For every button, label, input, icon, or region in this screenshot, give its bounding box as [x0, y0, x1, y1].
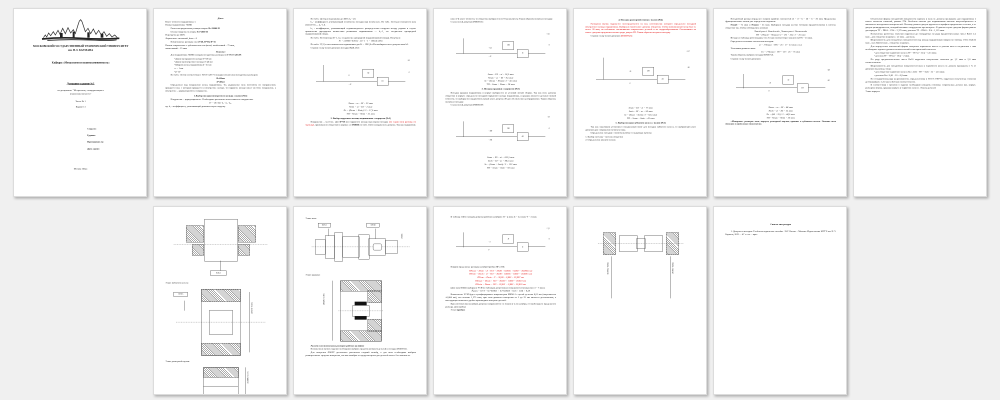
text-block: Определяем основные отклонения посадки:	[730, 40, 774, 43]
figure-shape: 0,01|А	[210, 271, 226, 276]
page-thumbnail-2[interactable]	[153, 8, 287, 197]
figure-shape	[101, 34, 104, 38]
text-block: Smax = ES − ei = 18,5 мкм	[487, 73, 514, 76]
text-block: Класс точности подшипника: 5	[165, 20, 196, 23]
text-block: Форма вала: сплошной, dотв = 0	[165, 37, 197, 40]
text-block: (Для вала Ø30к6 выбираем УСИ по таблицам допустимых погрешностей измерения: δ = 7 мкм.)	[450, 286, 546, 289]
figure-shape	[603, 232, 616, 255]
text-block: Nmax = es − EI = 9,5 мкм	[488, 76, 514, 79]
text-block: МОСКОВСКИЙ ГОСУДАРСТВЕННЫЙ ТЕХНИЧЕСКИЙ УНИВЕРСИТЕТ	[32, 44, 129, 48]
text-block: Положением пункта задания необходимо выбрать средства контроля деталей и посадки Ø30Н7/к6.	[310, 347, 408, 351]
text-block: TП = Nmax − Nmin = 31 мкм	[346, 112, 375, 115]
figure-shape: Ø68d9(−0,100)	[322, 293, 325, 306]
page-content	[294, 9, 426, 196]
emblem-figure	[30, 18, 132, 43]
text-block: Nc = (Nmax + Nmin) / 2 = 17,5 мкм	[343, 109, 378, 112]
figure-shape	[373, 244, 382, 251]
text-block: Схема полей допусков Ø68JS6/l5:	[450, 20, 484, 24]
page-thumbnail-7[interactable]	[853, 8, 987, 197]
text-block: δ¹расч = 0,7·δ = 0,7·0,0021 + 0,7·0,0024 + 0,35 + 0,24 + 0,28	[471, 290, 530, 293]
text-block: Pr = (R / B) · k₁ · k₂ · k₃ ,	[209, 101, 233, 105]
text-block: Smax = ES − ei = 165,5 мкм	[487, 156, 515, 159]
text-block: Перегрузка до 300%	[165, 34, 186, 37]
text-block: Эскиз крышки:	[305, 273, 321, 277]
text-span: D=68	[339, 121, 345, 124]
text-span: Эскиз	[450, 309, 458, 312]
text-block: Pr = (12000 / 0,011) · 1,8 · 1 · 1 = 1963,6 кН/м	[338, 39, 383, 43]
text-block: • для отверстия червячного колеса TF = IT7/4 = 25/4 = 1,25 мкм;	[865, 52, 976, 55]
text-block: Отклонения формы посадочной поверхности корпуса и вала не должны превышать для подшипника 5 класса точности значений, равных IT4. Особенно опасны для подшипников качения конусообразность и овальность посадочных поверхностей. Поэтому укажем допуск круглости и профиля продольного сечения, а не допуск цилиндричности, который вызывает затруднения при контроле. В данном случае допуски формы равны: для корпуса TF = ПВ/4 = 19/4 = 2,375 мкм, для вала TF = ПВ/4 = 9/4 = 1,125 мкм.	[865, 17, 976, 32]
page-content	[434, 9, 566, 196]
figure-shape: +64	[826, 69, 830, 72]
text-block: Найдём предельные размеры калибра-пробки ПР и НЕ:	[450, 266, 505, 269]
text-block: 1. Допуски и посадки: Учебно-методическое пособие / В.Г. Вялов. – Москва: Издательство МГТУ им. Н.Э. Баумана, 2021. – 47 с.: ил. – крас.	[725, 230, 836, 236]
figure-shape: −12	[348, 84, 352, 86]
figure-shape	[201, 343, 240, 356]
text-span: Номинальные размеры: вал	[170, 40, 199, 44]
figure-shape: Н6	[503, 124, 514, 133]
spacer	[25, 52, 136, 60]
text-block	[585, 35, 696, 38]
text-span: по табл. 13[1] находим поле допуска. Так как подшипник	[359, 124, 416, 127]
text-block: TП = Smax + Nmax = 28 мкм	[486, 83, 515, 86]
text-block: ПРmin = Dmin + Z − H/2 = 30,00 + 0,0035 − 0,002 = 30,0015 мм	[469, 272, 533, 276]
gear-figure	[170, 286, 272, 358]
text-block: Таким образом, выбрана посадка Ø26Н7/s6.	[730, 54, 774, 57]
tol-figure	[450, 220, 552, 265]
page-thumbnail-11[interactable]	[573, 206, 707, 395]
text-block: Решение:	[215, 50, 226, 54]
text-block: k₂ - коэффициент, учитывающий ослабление посадки при полом вале. По табл. 15[1] для сплошного вала (dотв/d=0) — k₂=1,0.	[305, 20, 416, 27]
text-block: Установив диапазон вала:	[730, 47, 756, 50]
page-thumbnail-12[interactable]	[713, 206, 847, 395]
text-block: Полученные расчётные значения округляем до стандартных по ряду предпочтительных чисел Ra10: 2,5 мкм – для отверстия в корпусе; 1,2 мкм – для вала.	[865, 32, 976, 38]
figure-shape	[203, 367, 238, 378]
text-block: TП = (Nнаиб − Nнаим) / 2 = (75 − 25) / 2 = 25 мкм	[755, 33, 806, 36]
figure-shape	[73, 32, 75, 38]
page-thumbnail-10[interactable]	[433, 206, 567, 395]
page-content	[434, 207, 566, 394]
text-block: Эскиз зубчатого колеса:	[165, 281, 189, 285]
text-block: По табл. 17[1] с интенсивностью подшипника для Pr = 1963,6 кН/м выбираем поле допуска вала k6.	[310, 43, 409, 46]
text-span: = 25 мкм. Выбираем посадку жестко точными предпочтениями в системе отверстия так, чтобы соблюдались условия:	[725, 23, 836, 30]
text-block: D=68мм	[216, 77, 225, 80]
text-block: В таблице 10[1] находим допуски рабочих калибров: Н = 4 мкм; Z = 3,5 мкм; Y = 3 мкм.	[450, 215, 537, 218]
figure-shape: 0,01|Б	[367, 223, 380, 227]
figure-shape: +15	[628, 71, 632, 73]
figure-shape: 29,997(+0,004)	[672, 262, 675, 274]
page-content	[714, 207, 846, 394]
text-block: • Ширина колец подшипника b=15 мм	[165, 64, 276, 67]
document-grid	[13, 8, 987, 395]
text-block: Smax = ES − ei = 77 мкм	[628, 107, 653, 110]
figure-shape: Z	[517, 243, 528, 252]
text-block: • β=12°	[165, 71, 276, 74]
text-block: Es = 1·Nнаим + IT7 = 50 + 25 = 75 мкм	[761, 50, 800, 54]
text-block: По табл. 11[1] в соответствии с ГОСТ 520-71 находим отклонения посадочных размеров:	[170, 74, 258, 77]
text-block: Преподаватель:	[87, 140, 104, 144]
text-block: Посадочный размер определен зазором крайних плоскостей (2 − d = b − 30 − b = 26 мм). Предельные функциональные натяги уже определены заданием:	[725, 17, 836, 23]
figure-shape: −3	[488, 241, 491, 244]
figure-shape	[666, 232, 679, 255]
page-thumbnail-3[interactable]	[293, 8, 427, 197]
asm-figure	[170, 216, 272, 279]
text-block: Smin = EI − es = 98,5 мкм	[487, 159, 514, 163]
text-block: Шероховатость для посадочных поверхностей вала и червячного колеса не должна превышать 5 % от допусков на размер, тогда:	[865, 64, 976, 70]
figure-shape: 0	[548, 44, 550, 47]
text-block: Для определения отклонений формы отверстия червячного колеса и участка вала в соединении с ним необходимо задаться уровнем относительной геометрической точности:	[865, 45, 976, 51]
text-block: • Диаметр внутреннего кольца d=40 мм	[165, 61, 276, 64]
text-block: НЕmax = Dmax + H/2 = 30,021 + 0,002 = 30,023 мм	[475, 279, 526, 283]
text-span: = 75 мкм и	[737, 23, 752, 27]
text-block: Nmin = ei − ES = 25 мкм	[768, 109, 793, 113]
text-span: Fa=2000 Н	[196, 30, 208, 34]
text-block: Дата сдачи:	[87, 147, 100, 150]
text-span: Строим схему полей допусков	[590, 34, 621, 38]
page-content	[854, 9, 986, 196]
spacer	[585, 215, 696, 225]
text-span: Nнаим	[751, 23, 759, 27]
figure-shape	[342, 237, 359, 258]
text-block: Nmax = es − EI = 33 мкм	[348, 102, 373, 105]
text-block: • для отверстия червячного колеса Ra ≤ 0,05 · IT7 = 0,05 · 25 = 1,25 мкм;	[865, 71, 976, 74]
text-block: 1. Выбор системы - система отверстия	[585, 135, 623, 138]
text-block: НЕmin = Dmax − H/2 = 30,021 − 0,002 = 30,019 мм	[475, 283, 526, 286]
text-block: взаимозаменяемость”	[70, 92, 92, 96]
page-content	[574, 207, 706, 394]
figure-shape: 0,01|А	[174, 292, 188, 297]
text-span: Расчетная радиальная реакция опоры:	[170, 27, 209, 30]
text-block: где k₁ - коэффициент, учитывающий динамическую нагрузку.	[165, 105, 226, 108]
figure-shape	[340, 331, 381, 341]
figure-shape: 0	[768, 90, 770, 93]
text-block: k₃ - коэффициент, учитывающий неравномерность распределения нагрузки между рядами в случае применения двухрядных конических роликовых подшипников — k₃=1, т.к. соединение однорядной подшипниковой опоры.	[305, 27, 416, 36]
figure-shape	[368, 319, 382, 331]
text-block: Схема полей допусков Ø68Н6/d9:	[450, 104, 484, 107]
text-block: 1.Выбор посадки внутреннего кольца с валом (№1)	[194, 94, 248, 97]
page-thumbnail-1[interactable]	[13, 8, 147, 197]
text-block	[305, 121, 416, 127]
tol-figure	[590, 39, 692, 106]
text-block: Размерная втулка надевается непосредственно на вал, изготовление которого определено посадкой внутреннего кольца подшипника. Выбираем такой класс допуска отверстия, чтобы минимальный зазор был не менее 20 мкм, во избежание заклинивания сопрягаемых деталей и их задирообразования. Остановимся на классе допуска предпочтительного ряда: допуск D9. Таким образом получаем посадку.	[585, 22, 696, 34]
text-span: Нагружение – местное. Для	[310, 121, 340, 124]
page-content	[154, 207, 286, 394]
text-span: :	[632, 34, 633, 38]
text-block: Домашнее задание №1	[66, 82, 95, 86]
text-span: мм наружного кольца переходная посадка	[344, 121, 389, 124]
text-block: Посадка крышки подшипника в корпус выбирается из условий лёгкой сборки. Так как поле допуска отверстия в корпусе определено посадкой наружного кольца подшипника, и крышка является деталью низкой точности, то выбирается предпочтительный класс допуска d9 для обеспечения центрирования. Таким образом, получаем посадку:	[445, 91, 556, 104]
text-span: d=40, D=68, B=15	[198, 40, 216, 44]
text-block: Определение посадки с натягом включает следующие пункты:	[590, 132, 652, 135]
page-content	[294, 207, 426, 394]
figure-shape: 0,01|А	[318, 223, 331, 227]
figure-shape: 0	[548, 127, 550, 130]
text-block: При изготовлении калибров допуски направляются со знаком в тело калибра, от наибольшего предельного размера. Для пробки:	[445, 302, 556, 308]
figure-shape: Y	[488, 249, 490, 252]
page-thumbnail-4[interactable]	[433, 8, 567, 197]
page-thumbnail-6[interactable]	[713, 8, 847, 197]
text-block: Sc = (Smax + Smin) / 2 = 63,5 мкм	[624, 113, 658, 117]
text-block: Группа:	[87, 134, 96, 137]
text-block: 2. Выбор наружного кольца подшипника с корпусом (№2)	[330, 117, 391, 120]
text-block: Строим схему полей допусков:	[730, 57, 761, 60]
text-span: :	[464, 309, 466, 312]
text-block: Эскиз корпуса:	[865, 90, 881, 93]
text-block: Расчет исполнительных размеров рабочих калибров	[310, 344, 365, 347]
figure-shape: D9	[643, 67, 654, 76]
text-block: TП = Nmax − Nmin = 39 мкм	[766, 116, 795, 120]
text-block: В соответствии с пунктом 5 задания необходимо измерить основные сопрягаемые детали: вал, корпус, размерная втулка, крышка корпуса и червячное колесо. Эскизы деталей:	[865, 84, 976, 90]
text-block: «Измерить» размеры: вала, корпуса, размерной втулки, крышки и зубчатого колеса. Указать поля допусков и предельные отклонения.	[725, 120, 836, 126]
figure-shape: Ø30к6	[401, 233, 404, 239]
figure-shape: −100	[488, 130, 493, 133]
figure-shape	[60, 33, 63, 38]
tol-figure	[310, 51, 412, 101]
figure-shape: +2	[407, 72, 410, 74]
figure-shape	[204, 219, 237, 261]
page-thumbnail-8[interactable]	[153, 206, 287, 395]
text-block: • для вала TF = IT6/4 = 16/4 = 2 мкм.	[865, 55, 976, 58]
figure-shape: 30,0055(−0,004)	[607, 262, 610, 275]
figure-shape	[368, 291, 382, 303]
text-block: Для отверстия Ø30Н7 достаточно рассчитать гладкий калибр, а для вала необходимо выбрать универсальные средства измерения, так как калибры не предусмотрены для деталей точнее 6-го квалитета.	[305, 351, 416, 357]
text-block: • Диаметр наружного кольца D=68 мм	[165, 58, 276, 61]
page-content	[154, 9, 286, 196]
text-span: пробки	[457, 309, 465, 312]
text-block: 5. Выбор посадки зубчатого колеса с валом (№5)	[615, 121, 666, 125]
tol-figure	[730, 62, 832, 105]
text-block: Nmax = es − EI = 64 мкм	[768, 106, 793, 109]
text-block: ПРmax = Dmin + Z + H/2 = 30,00 + 0,0035 + 0,002 = 30,0055 мм	[469, 269, 533, 272]
text-block: По табл. 16[1] (исходя B=1, т.к. соединение однорядной подшипниковой опоры). Получаем:	[310, 36, 401, 39]
figure-shape: 0	[548, 238, 550, 241]
text-block: Номер подшипника: 7008В	[165, 23, 192, 27]
figure-shape: Ø30D9(+0,117)	[247, 371, 250, 384]
text-block: TП = Smax − Smin = 41 мкм	[626, 117, 655, 120]
figure-shape: −174	[488, 139, 493, 141]
figure-shape	[619, 235, 637, 252]
page-content	[574, 9, 706, 196]
text-block: Эскиз размерной втулки:	[165, 360, 190, 363]
text-block: Smin = EI − es = 50 мкм	[628, 110, 653, 113]
text-block: Nc = (64 + 25) / 2 = 44,5 мкм	[766, 113, 795, 116]
text-block: Исходя из таблицы 4[1] находим, что 25 мкм соответствует квалитету IT6 = 25 мкм.	[730, 37, 813, 40]
text-block: Студент:	[87, 127, 97, 131]
text-block: ПРизн = Dmin − Y = 30,00 − 0,003 = 29,997 мм	[477, 276, 524, 279]
text-block: Дано:	[217, 17, 224, 20]
text-block: Nнаиб.расч ≥ Nнаиб.табл , Nнаим.расч ≤ Nнаим.табл	[754, 30, 807, 33]
text-span: , принимая по отверстию в корпусе из	[314, 124, 352, 127]
spacer	[725, 227, 836, 230]
text-block: им. Н.Э. БАУМАНА	[68, 48, 94, 52]
spacer	[25, 154, 136, 167]
figure-shape	[41, 18, 121, 42]
bush-figure	[170, 365, 272, 395]
text-block: Эскиз вала:	[305, 217, 317, 220]
text-block	[725, 24, 836, 30]
text-block: Нагружение – циркуляционное. Необходимо рассчитать интенсивность нагружения:	[170, 98, 254, 101]
text-block: Sc = (Smax − Nmax) / 2 = 4,5 мкм	[484, 80, 517, 83]
figure-shape: d9	[517, 132, 528, 141]
figure-shape: +65	[686, 67, 690, 69]
gauge-figure	[590, 226, 692, 326]
text-span: Для подшипника 7008В находим посадочные размеры по	[170, 54, 228, 57]
figure-shape: +43	[826, 80, 830, 82]
figure-shape: Н	[503, 235, 514, 244]
text-span: Ø68Н6	[351, 124, 360, 127]
text-block: наименьший – 25 мкм	[165, 47, 187, 50]
figure-shape: +21	[768, 82, 772, 85]
text-block: Выполнение УСИ будет сертифицировано микрометром МК50-1 с ценой деления 0,01 мм (погрешность ±0,004 мм), что меньше 1,375 мкм, при этом диапазон измерения от 5 до 25 мм является достаточным, а конструкция позволяет удобно производить контроль деталей.	[445, 293, 556, 302]
figure-shape: +19	[546, 116, 550, 119]
text-block: Часть № 1	[75, 100, 86, 103]
text-block: Кафедра «Метрология и взаимозаменяемость»	[51, 61, 110, 65]
spacer	[25, 109, 136, 128]
figure-shape: +117	[686, 51, 690, 53]
text-block: имея 5-й класс точности, то отверстие выбирается по 6-му квалитету. Таким образом получаем посадку:	[450, 17, 553, 20]
figure-shape	[637, 238, 646, 249]
figure-shape: k6	[363, 69, 374, 78]
spacer	[725, 215, 836, 223]
page-content	[714, 9, 846, 196]
text-block: 3. Посадка крышки с корпусом (№3)	[481, 88, 520, 91]
figure-shape: +9,5	[546, 33, 550, 36]
text-block: по дисциплине “Метрология, стандартизация и	[57, 89, 104, 92]
figure-shape	[87, 32, 89, 37]
figure-shape: −9,5	[488, 47, 492, 50]
text-block: Определяем вид нагружения колец подшипника. Т.к. радиальная сила постоянна по направлению, вращается вал, с которым вращается и внутреннее кольцо, то наружное кольцо имеет местное нагружение, а внутреннее – циркуляционное нагружение.	[165, 84, 276, 93]
figure-shape: −13	[488, 55, 492, 58]
page-row	[13, 8, 987, 197]
figure-shape: JS6	[503, 41, 514, 50]
figure-shape	[645, 235, 663, 252]
text-span: (по серии свои разнице по чертежу)	[305, 121, 416, 127]
figure-shape: L5	[377, 77, 388, 86]
figure-shape: 0	[348, 75, 350, 77]
text-block: Москва 2024г.	[73, 167, 88, 171]
figure-shape: l5	[517, 49, 528, 58]
text-block	[445, 309, 556, 312]
figure-shape	[192, 244, 204, 255]
text-block: Sc = (Smax + Smin) / 2 = 132 мкм	[484, 163, 517, 166]
page-row	[153, 206, 847, 395]
text-block: • для вала Ra ≤ 0,05 · 16 = 0,8 мкм.	[865, 74, 976, 77]
text-block: По ряду предпочтительных чисел Ra10 округляем полученные значения до 1,2 мкм и 2,0 мкм соответственно.	[865, 58, 976, 64]
text-block: Список литературы	[770, 223, 792, 226]
page-content	[14, 9, 146, 196]
text-span: (Ø30D9/к6)	[620, 34, 633, 38]
text-block: По табл. 14[1] для перегрузки до 300% k₁=1,8.	[310, 17, 356, 20]
text-span: Nнаиб	[730, 23, 738, 27]
figure-shape: +3,5	[546, 227, 550, 230]
text-block: Строим схему полей допусков посадки Ø40L5/k6:	[310, 46, 360, 50]
text-block: Nmin = ei − ES = 2 мкм	[349, 105, 373, 109]
figure-shape	[42, 38, 119, 39]
figure-shape	[201, 289, 240, 302]
figure-shape: +18	[406, 60, 410, 62]
tol-figure	[450, 108, 552, 155]
text-span: R=12000 Н	[208, 27, 220, 30]
figure-shape: +2	[628, 83, 631, 85]
tol-figure	[450, 25, 552, 72]
text-span: :	[240, 54, 242, 57]
figure-shape	[186, 225, 204, 242]
cover-figure	[310, 278, 412, 343]
text-block: 2. Определение квалитета вала	[585, 138, 616, 142]
spacer	[25, 65, 136, 82]
text-block: • r = 1 мм	[165, 67, 276, 70]
page-thumbnail-9[interactable]	[293, 206, 427, 395]
text-block: По стандартному ряду шероховатости, определенному в ГОСТ 2789-73, округляем полученные значения до ближайших: 1,25 мкм и 0,8 мкм соответственно.	[865, 77, 976, 83]
text-block: TП = Smax − Smin = 93 мкм	[486, 166, 515, 169]
figure-shape: Ø26Н7(+0,021)	[251, 302, 254, 314]
page-thumbnail-5[interactable]	[573, 8, 707, 197]
figure-shape: s6	[783, 76, 794, 85]
text-block: Натяги сопрягаемых с зубчатым колесом (вала): наибольший – 75 мкм,	[165, 44, 235, 47]
text-block: 4. Посадка размерной втулки с валом (№4)	[618, 18, 663, 21]
figure-shape: Н7	[797, 84, 808, 93]
text-block: Вариант 3	[75, 105, 86, 109]
text-block: ei = 1·Nнаим + IT6 = 25 + 8 = 33 мкм и т.д.	[759, 43, 803, 47]
figure-shape: к6	[657, 75, 668, 84]
figure-shape	[209, 310, 232, 335]
text-block: Шероховатость для посадочных поверхностей под кольца подшипников найдём по таблице 17[1]: Ra0,63 мкм – вал; Ra0,63 мкм – отверстие в корпусе.	[865, 38, 976, 45]
figure-shape	[385, 241, 398, 254]
figure-shape	[238, 244, 250, 255]
text-span: ГОСТ 520-89	[227, 54, 241, 57]
text-block: d=40мм	[216, 80, 225, 84]
text-span: Осевая нагрузка на опору:	[170, 30, 197, 34]
text-block: Так как заказчиком установлен специальный натяг для посадки зубчатого колеса, то выбранный класс допусков для сопряжения печатаем ниже.	[585, 125, 696, 132]
figure-shape	[43, 20, 117, 38]
shaft-figure	[310, 222, 412, 272]
figure-shape	[238, 225, 256, 242]
